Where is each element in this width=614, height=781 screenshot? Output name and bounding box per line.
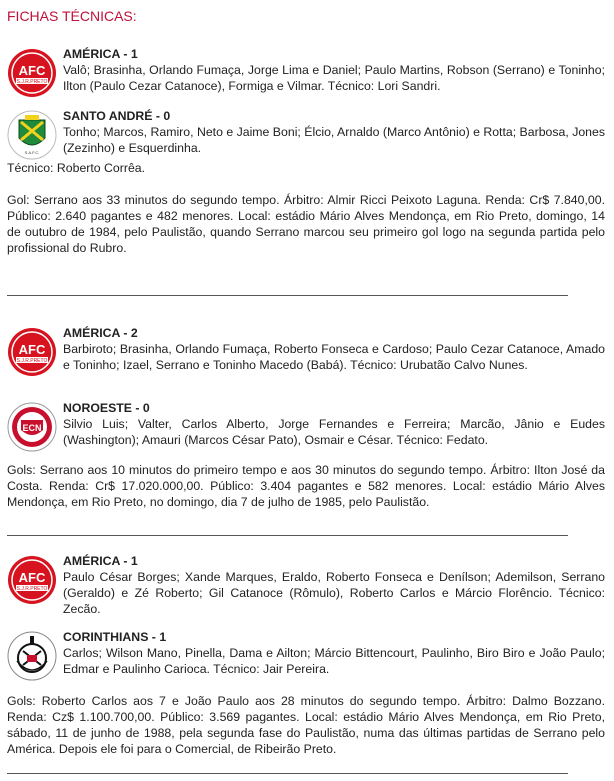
team-name: AMÉRICA - 1: [63, 47, 138, 61]
team-america-1985: [7, 325, 605, 395]
svg-text:ECN: ECN: [22, 423, 42, 433]
team-lineup: Barbiroto; Brasinha, Orlando Fumaça, Roberto Fonseca e Cardoso; Paulo Cezar Catanoce, Amado e Toninho; Izael, Serrano e Toninho Macedo (Babá). Técnico: Urubatão Calvo Nunes.: [63, 342, 605, 372]
corinthians-logo-icon: [7, 631, 57, 681]
section-heading: FICHAS TÉCNICAS:: [7, 8, 137, 24]
match-card-1988: [7, 553, 605, 757]
team-name: SANTO ANDRÉ - 0: [63, 109, 171, 123]
separator: [7, 535, 568, 536]
team-america-1988: [7, 553, 605, 623]
match-card-1985: [7, 325, 605, 510]
team-corinthians-1988: [7, 629, 605, 677]
team-name: AMÉRICA - 2: [63, 326, 138, 340]
team-name: CORINTHIANS - 1: [63, 630, 167, 644]
team-name: NOROESTE - 0: [63, 401, 150, 415]
svg-text:S.A.F.C.: S.A.F.C.: [24, 150, 40, 155]
svg-text:S.J.R.PRETO: S.J.R.PRETO: [16, 79, 48, 85]
america-logo-icon: [7, 555, 57, 605]
team-coach: Técnico: Roberto Corrêa.: [7, 161, 146, 175]
team-america-1984: [7, 46, 605, 104]
match-info: Gols: Serrano aos 10 minutos do primeiro tempo e aos 30 minutos do segundo tempo. Árbitro: Ilton José da Costa. Renda: Cr$ 17.020.000,00. Público: 3.404 pagantes e 582 menores. Local: estádio Mário Alves Mendonça, em Rio Preto, no domingo, dia 7 de julho de 1985, pelo Paulistão.: [7, 463, 605, 509]
america-logo-icon: [7, 327, 57, 377]
noroeste-logo-icon: [7, 402, 57, 452]
separator: [7, 295, 568, 296]
team-lineup: Carlos; Wilson Mano, Pinella, Dama e Ailton; Márcio Bittencourt, Paulinho, Biro Biro e João Paulo; Edmar e Paulinho Carioca. Técnico: Jair Pereira.: [63, 646, 605, 676]
svg-text:AFC: AFC: [18, 570, 46, 585]
team-santo-andre-1984: [7, 108, 605, 176]
svg-text:S.J.R.PRETO: S.J.R.PRETO: [16, 586, 48, 592]
match-card-1984: [7, 46, 605, 256]
team-name: AMÉRICA - 1: [63, 554, 138, 568]
team-noroeste-1985: [7, 400, 605, 448]
svg-text:AFC: AFC: [18, 63, 46, 78]
team-lineup: Valô; Brasinha, Orlando Fumaça, Jorge Lima e Daniel; Paulo Martins, Robson (Serrano) e Toninho; Ilton (Paulo Cezar Catanoce), Formiga e Vilmar. Técnico: Lori Sandri.: [63, 63, 605, 93]
separator: [7, 773, 568, 774]
santo-andre-logo-icon: [7, 110, 57, 160]
svg-text:AFC: AFC: [18, 342, 46, 357]
team-lineup: Tonho; Marcos, Ramiro, Neto e Jaime Boni; Élcio, Arnaldo (Marco Antônio) e Rotta; Barbosa, Jones (Zezinho) e Esquerdinha.: [63, 125, 606, 155]
america-logo-icon: [7, 48, 57, 98]
team-lineup: Silvio Luis; Valter, Carlos Alberto, Jorge Fernandes e Ferreira; Marcão, Jânio e Eudes (Washington); Amauri (Marcos César Pato), Osmair e César. Técnico: Fedato.: [63, 417, 605, 447]
match-info: Gols: Roberto Carlos aos 7 e João Paulo aos 28 minutos do segundo tempo. Árbitro: Dalmo Bozzano. Renda: Cz$ 1.100.700,00. Público: 3.569 pagantes. Local: estádio Mário Alves Mendonça, em Rio Preto, sábado, 11 de junho de 1988, pela segunda fase do Paulistão, numa das últimas partidas de Serrano pelo América. Depois ele foi para o Comercial, de Ribeirão Preto.: [7, 694, 605, 756]
svg-text:S.J.R.PRETO: S.J.R.PRETO: [16, 358, 48, 364]
team-lineup: Paulo César Borges; Xande Marques, Eraldo, Roberto Fonseca e Denílson; Ademilson, Serrano (Geraldo) e Zé Roberto; Gil Catanoce (Rômulo), Roberto Carlos e Márcio Florêncio. Técnico: Zecão.: [63, 570, 605, 616]
match-info: Gol: Serrano aos 33 minutos do segundo tempo. Árbitro: Almir Ricci Peixoto Laguna. Renda: Cr$ 7.840,00. Público: 2.640 pagantes e 482 menores. Local: estádio Mário Alves Mendonça, em Rio Preto, domingo, 14 de outubro de 1984, pelo Paulistão, quando Serrano marcou seu primeiro gol logo na segunda partida pelo profissional do Rubro.: [7, 193, 605, 255]
